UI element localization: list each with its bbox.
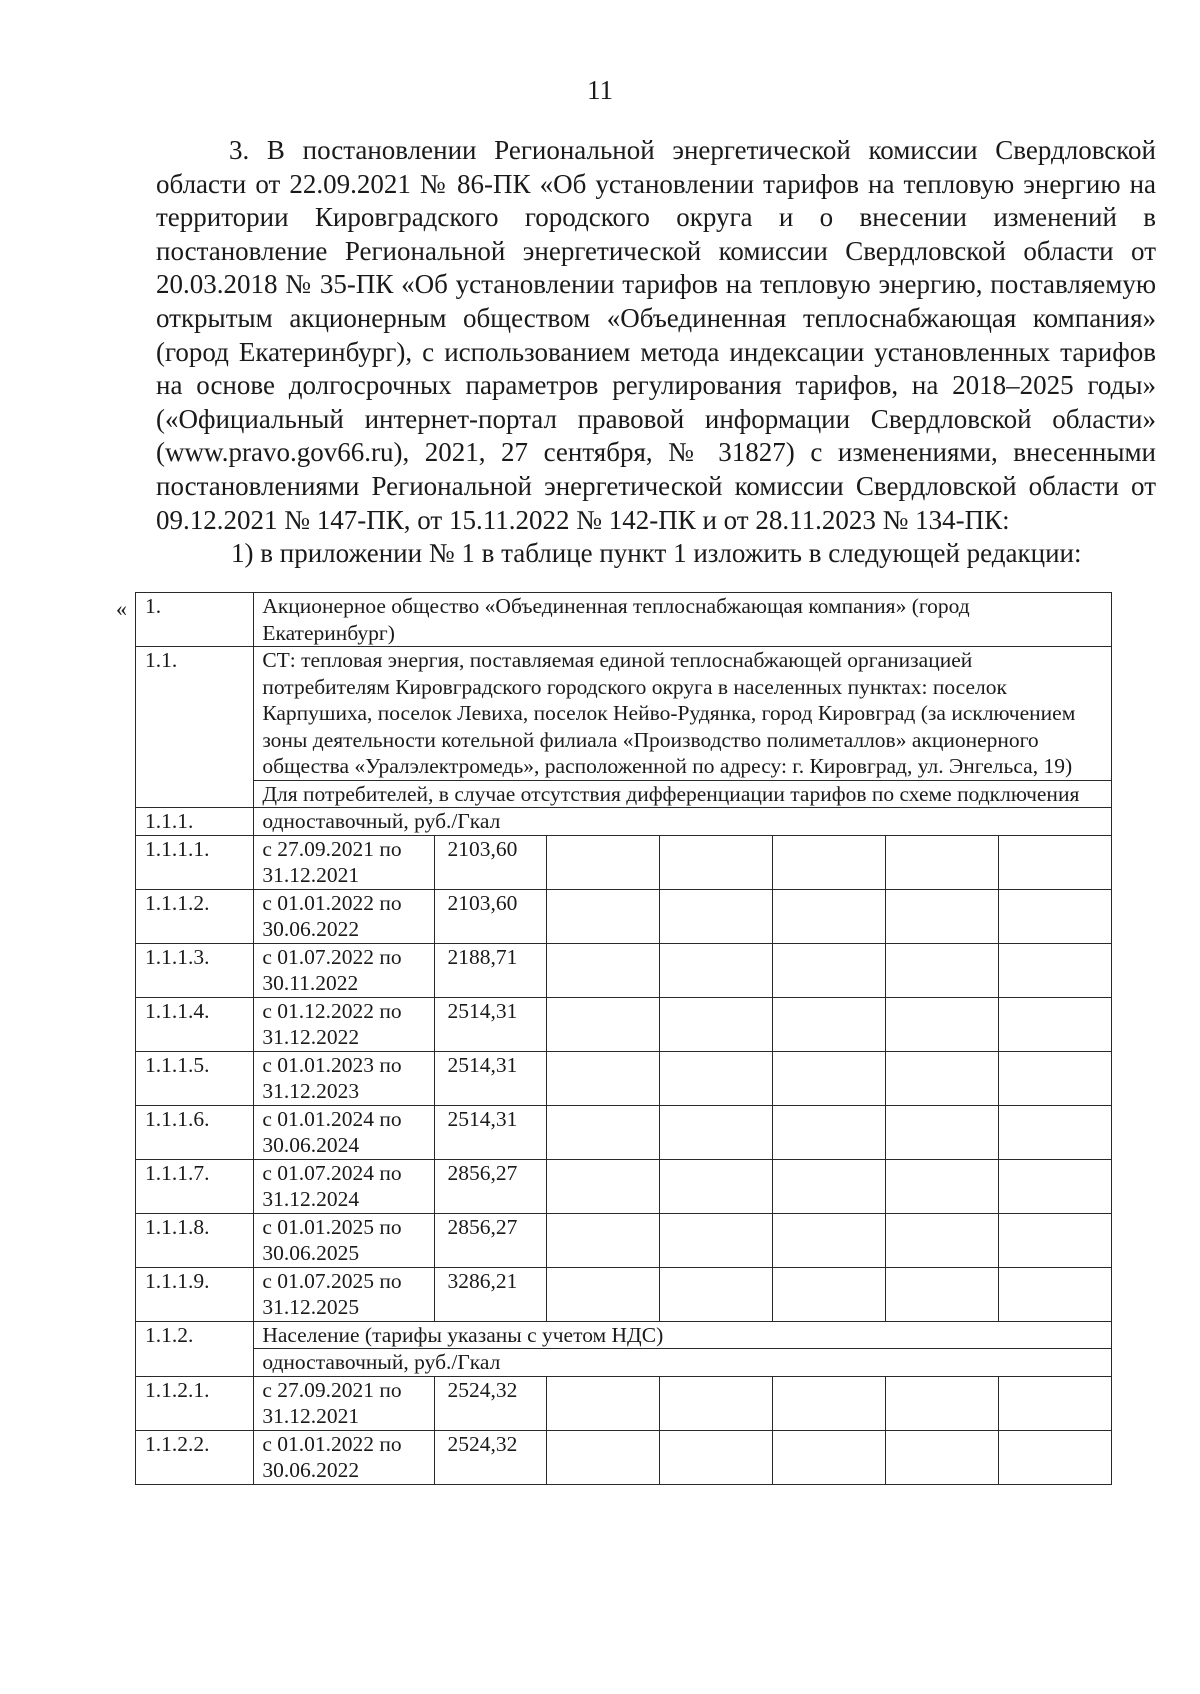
opening-quote: « [116, 596, 127, 621]
table-row [136, 780, 1112, 808]
empty-cell [773, 1430, 886, 1484]
empty-cell [773, 1159, 886, 1213]
period-cell: с 27.09.2021 по 31.12.2021 [254, 1376, 434, 1430]
table-row [136, 997, 1112, 1051]
row-number: 1.1.2.1. [136, 1376, 254, 1430]
table-row [136, 1105, 1112, 1159]
empty-cell [660, 1051, 773, 1105]
row-text: одноставочный, руб./Гкал [254, 1349, 1112, 1377]
row-text: Население (тарифы указаны с учетом НДС) [254, 1321, 1112, 1349]
empty-cell [660, 1105, 773, 1159]
table-row [136, 889, 1112, 943]
empty-cell [547, 1430, 660, 1484]
table-row [136, 1213, 1112, 1267]
table-row [136, 1051, 1112, 1105]
empty-cell [547, 835, 660, 889]
empty-cell [998, 835, 1111, 889]
empty-cell [660, 889, 773, 943]
table-row [136, 835, 1112, 889]
row-number: 1.1.1.5. [136, 1051, 254, 1105]
empty-cell [886, 997, 999, 1051]
empty-cell [886, 1430, 999, 1484]
empty-cell [998, 1267, 1111, 1321]
row-text: Для потребителей, в случае отсутствия дифференциации тарифов по схеме подключения [254, 780, 1112, 808]
row-text: Акционерное общество «Объединенная теплоснабжающая компания» (город Екатеринбург) [254, 593, 1112, 647]
empty-cell [886, 1376, 999, 1430]
period-cell: с 01.01.2022 по 30.06.2022 [254, 889, 434, 943]
tariff-value: 2514,31 [434, 1051, 547, 1105]
empty-cell [660, 835, 773, 889]
empty-cell [547, 1376, 660, 1430]
empty-cell [998, 1051, 1111, 1105]
empty-cell [547, 1105, 660, 1159]
empty-cell [660, 1159, 773, 1213]
empty-cell [886, 835, 999, 889]
table-row [136, 1321, 1112, 1349]
document-body [156, 134, 1156, 571]
empty-cell [547, 997, 660, 1051]
period-cell: с 01.12.2022 по 31.12.2022 [254, 997, 434, 1051]
empty-cell [773, 1051, 886, 1105]
table-row [136, 593, 1112, 647]
table-row [136, 943, 1112, 997]
table-row [136, 1430, 1112, 1484]
empty-cell [886, 1267, 999, 1321]
table-row [136, 808, 1112, 836]
empty-cell [773, 889, 886, 943]
tariff-value: 2103,60 [434, 889, 547, 943]
empty-cell [547, 1051, 660, 1105]
period-cell: с 01.07.2024 по 31.12.2024 [254, 1159, 434, 1213]
period-cell: с 01.01.2022 по 30.06.2022 [254, 1430, 434, 1484]
empty-cell [998, 997, 1111, 1051]
tariff-table [135, 592, 1112, 1485]
empty-cell [660, 1376, 773, 1430]
tariff-value: 2856,27 [434, 1213, 547, 1267]
empty-cell [547, 1159, 660, 1213]
empty-cell [773, 943, 886, 997]
empty-cell [660, 1267, 773, 1321]
empty-cell [547, 1267, 660, 1321]
table-row [136, 1159, 1112, 1213]
row-number: 1.1.1. [136, 808, 254, 836]
empty-cell [773, 997, 886, 1051]
table-row [136, 1349, 1112, 1377]
row-number: 1.1.1.2. [136, 889, 254, 943]
tariff-value: 2514,31 [434, 1105, 547, 1159]
empty-cell [547, 943, 660, 997]
row-number: 1.1.1.1. [136, 835, 254, 889]
empty-cell [660, 1213, 773, 1267]
row-number: 1.1.1.8. [136, 1213, 254, 1267]
row-number: 1.1. [136, 647, 254, 808]
row-number: 1.1.1.9. [136, 1267, 254, 1321]
empty-cell [773, 1267, 886, 1321]
empty-cell [998, 1105, 1111, 1159]
group2-rows [136, 1376, 1112, 1484]
empty-cell [547, 889, 660, 943]
period-cell: с 01.07.2022 по 30.11.2022 [254, 943, 434, 997]
empty-cell [998, 1376, 1111, 1430]
empty-cell [660, 943, 773, 997]
tariff-value: 2856,27 [434, 1159, 547, 1213]
empty-cell [886, 1105, 999, 1159]
table-row [136, 647, 1112, 781]
page-number: 11 [587, 75, 613, 105]
empty-cell [660, 1430, 773, 1484]
empty-cell [886, 943, 999, 997]
paragraph-3: 3. В постановлении Региональной энергетической комиссии Свердловской области от 22.09.2021 № 86-ПК «Об установлении тарифов на тепловую энергию на территории Кировградского городского округа и о внесении изменений в постановление Региональной энергетической комиссии Свердловской области от 20.03.2018 № 35-ПК «Об установлении тарифов на тепловую энергию, поставляемую открытым акционерным обществом «Объединенная теплоснабжающая компания» (город Екатеринбург), с использованием метода индексации установленных тарифов на основе долгосрочных параметров регулирования тарифов, на 2018–2025 годы» («Официальный интернет-портал правовой информации Свердловской области» (www.pravo.gov66.ru), 2021, 27 сентября, № 31827) с изменениями, внесенными постановлениями Региональной энергетической комиссии Свердловской области от 09.12.2021 № 147-ПК, от 15.11.2022 № 142-ПК и от 28.11.2023 № 134-ПК: [156, 135, 1156, 535]
row-number: 1.1.1.3. [136, 943, 254, 997]
row-number: 1.1.1.6. [136, 1105, 254, 1159]
empty-cell [886, 889, 999, 943]
empty-cell [773, 1105, 886, 1159]
empty-cell [998, 1159, 1111, 1213]
empty-cell [998, 889, 1111, 943]
period-cell: с 01.01.2025 по 30.06.2025 [254, 1213, 434, 1267]
row-text: СТ: тепловая энергия, поставляемая единой теплоснабжающей организацией потребителям Кировградского городского округа в населенных пунктах: поселок Карпушиха, поселок Левиха, поселок Нейво-Рудянка, город Кировград (за исключением зоны деятельности котельной филиала «Производство полиметаллов» акционерного общества «Уралэлектромедь», расположенной по адресу: г. Кировград, ул. Энгельса, 19) [254, 647, 1112, 781]
row-number: 1.1.2.2. [136, 1430, 254, 1484]
empty-cell [773, 835, 886, 889]
row-number: 1. [136, 593, 254, 647]
empty-cell [547, 1213, 660, 1267]
period-cell: с 01.01.2024 по 30.06.2024 [254, 1105, 434, 1159]
tariff-value: 2188,71 [434, 943, 547, 997]
table-row [136, 1376, 1112, 1430]
tariff-value: 2103,60 [434, 835, 547, 889]
subitem-1: 1) в приложении № 1 в таблице пункт 1 изложить в следующей редакции: [231, 538, 1082, 569]
tariff-value: 2514,31 [434, 997, 547, 1051]
empty-cell [886, 1213, 999, 1267]
row-text: одноставочный, руб./Гкал [254, 808, 1112, 836]
empty-cell [998, 943, 1111, 997]
row-number: 1.1.1.7. [136, 1159, 254, 1213]
empty-cell [660, 997, 773, 1051]
period-cell: с 01.01.2023 по 31.12.2023 [254, 1051, 434, 1105]
row-number: 1.1.2. [136, 1321, 254, 1376]
period-cell: с 27.09.2021 по 31.12.2021 [254, 835, 434, 889]
period-cell: с 01.07.2025 по 31.12.2025 [254, 1267, 434, 1321]
group1-rows [136, 835, 1112, 1321]
table-row [136, 1267, 1112, 1321]
empty-cell [998, 1213, 1111, 1267]
tariff-value: 2524,32 [434, 1376, 547, 1430]
empty-cell [773, 1376, 886, 1430]
empty-cell [998, 1430, 1111, 1484]
tariff-value: 3286,21 [434, 1267, 547, 1321]
tariff-value: 2524,32 [434, 1430, 547, 1484]
empty-cell [773, 1213, 886, 1267]
row-number: 1.1.1.4. [136, 997, 254, 1051]
empty-cell [886, 1159, 999, 1213]
empty-cell [886, 1051, 999, 1105]
